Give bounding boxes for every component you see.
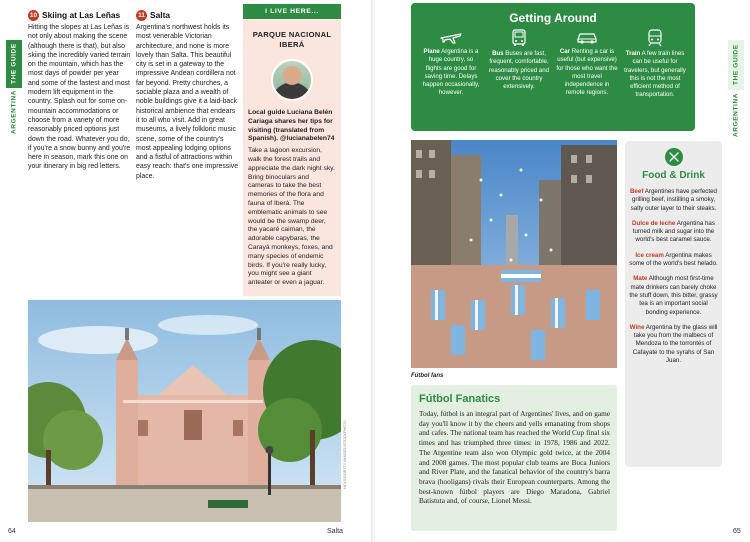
skiing-text: Hitting the slopes at Las Leñas is not only about making the scene (although there is that), but also skiing the incredibly varied terrain on the mountain, which has the most days of powder per year and some of the fastest and most modern lift equipment in the country. Splash out for some on-mountain accommodations or choose from a variety of more reasonably priced options just down the road. Whatever you do, if you're a snow bunny and you're here in season, mark this one on your itinerary in big red letters. (28, 24, 131, 171)
i-live-here-place: PARQUE NACIONAL IBERÁ (252, 30, 332, 49)
side-tab-guide-label-right: THE GUIDE (728, 40, 744, 90)
salta-cathedral-photo (28, 300, 341, 522)
food-drink-box (625, 141, 722, 467)
food-name-wine: Wine (629, 323, 645, 331)
transport-plane (417, 29, 485, 100)
plane-text: Argentina is a huge country, so flights are good for saving time. Delays happen occasionally, however. (422, 48, 480, 97)
car-label: Car (559, 48, 571, 55)
futbol-fans-illustration (411, 140, 617, 368)
train-icon (647, 29, 663, 47)
side-tab-left (6, 40, 22, 136)
food-name-icecream: Ice cream (635, 251, 664, 259)
getting-around-columns (417, 29, 689, 100)
food-text-mate: Although most first-time mate drinkers can barely choke the stuff down, this bitter, grassy tea is an important social bonding experience. (629, 275, 718, 316)
salta-heading (136, 10, 240, 21)
number-badge-10: 10 (29, 12, 38, 19)
train-text: A few train lines can be useful for travelers, but generally this is not the most efficient method of transportation. (624, 50, 686, 99)
train-label: Train (625, 50, 641, 57)
left-page (0, 0, 372, 542)
i-live-here-box (243, 4, 341, 296)
food-drink-title: Food & Drink (642, 170, 705, 181)
getting-around-title: Getting Around (509, 11, 597, 25)
transport-train (621, 29, 689, 100)
food-item-beef (629, 188, 718, 213)
plane-icon (440, 29, 462, 45)
side-tab-country-label: ARGENTINA (6, 88, 22, 136)
running-footer: Salta (327, 528, 343, 535)
number-badge-11: 11 (136, 10, 147, 21)
getting-around-box (411, 3, 695, 131)
page-number-left: 64 (8, 528, 16, 535)
skiing-section (28, 10, 132, 172)
photo-caption: Fútbol fans (411, 373, 444, 379)
food-item-dulce (629, 220, 718, 245)
food-text-icecream: Argentina makes some of the world's best helado. (629, 251, 718, 268)
avatar (271, 59, 313, 101)
side-tab-right (728, 40, 744, 140)
bus-label: Bus (492, 50, 504, 57)
side-tab-guide-label: THE GUIDE (6, 40, 22, 88)
food-text-beef: Argentines have perfected grilling beef, instilling a smoky, salty outer layer to their steaks. (630, 188, 718, 212)
photo-credit: HOLGS/GETTY IMAGES/ISTOCKPHOTO (343, 420, 347, 489)
skiing-heading (28, 10, 132, 21)
car-icon (576, 29, 598, 45)
salta-text: Argentina's northwest holds its most venerable Victorian architecture, and none is more lovely than Salta. This beautiful city is set in a gateway to the impressive Andean cordillera not far beyond. Pretty churches, a sociable plaza and a wealth of noble buildings give it a laid-back historical ambience that endears it to all who visit. Add in great museums, a lively folkloric music scene, some of the country's most appealing lodging options and a fistful of attractions within easy reach: that's one impressive place. (136, 24, 239, 180)
i-live-here-header: I LIVE HERE... (243, 4, 341, 19)
page-number-right: 65 (733, 528, 741, 535)
food-name-mate: Mate (633, 275, 648, 283)
bus-icon (511, 29, 527, 47)
transport-bus (485, 29, 553, 100)
food-item-mate (629, 275, 718, 316)
side-tab-country-label-right: ARGENTINA (728, 90, 744, 140)
car-text: Renting a car is useful (but expensive) for those who want the most travel independence in remote regions. (556, 48, 618, 97)
skiing-title: Skiing at Las Leñas (42, 10, 121, 20)
plane-label: Plane (423, 48, 440, 55)
salta-title: Salta (150, 10, 171, 20)
food-item-icecream (629, 252, 718, 269)
futbol-fanatics-text: Today, fútbol is an integral part of Argentines' lives, and on game day you'll know it by the cheers and yells emanating from shops and cafes. The national team has reached the World Cup final six times and has triumphed three times: in 1978, 1986 and 2022. The Argentine team also won Olympic gold twice, at the 2004 and 2008 games. The most popular club teams are Boca Juniors and River Plate, and the fanatical behavior of the country's barra brava (hooligans) rivals their European counterparts. Among the best-known fútbol players are Diego Maradona, Gabriel Batistuta and, of course, Lionel Messi. (419, 409, 610, 506)
food-name-beef: Beef (629, 188, 644, 195)
salta-section (136, 10, 240, 181)
food-item-wine (629, 324, 718, 365)
food-text-wine: Argentina by the glass will take you from the malbecs of Mendoza to the torrontés of Cafayate to the syrahs of San Juan. (632, 323, 718, 365)
food-text-dulce: Argentina has turned milk and sugar into the world's best caramel sauce. (632, 219, 715, 244)
fork-knife-icon (665, 148, 683, 166)
food-name-dulce: Dulce de leche (632, 219, 676, 227)
i-live-here-guide-intro: Local guide Luciana Belén Cariaga shares her tips for visiting (translated from Spanish). @lucianabelen74 (248, 109, 335, 143)
transport-car (553, 29, 621, 100)
futbol-fans-photo (411, 140, 617, 368)
bus-text: Buses are fast, frequent, comfortable, reasonably priced and cover the country extensively. (489, 50, 549, 91)
i-live-here-text: Take a lagoon excursion, walk the forest trails and appreciate the dark night sky. Bring binoculars and cameras to take the best memories of the flora and fauna of Iberá. The emblematic animals to see would be the swamp deer, the yacaré caiman, the adorable capybaras, the Carayá monkeys, foxes, and many species of endemic birds. If you're really lucky, you might see a giant anteater or even a jaguar. (248, 147, 335, 287)
futbol-fanatics-title: Fútbol Fanatics (419, 393, 501, 405)
salta-cathedral-illustration (28, 300, 341, 522)
futbol-fanatics-box (411, 385, 617, 531)
